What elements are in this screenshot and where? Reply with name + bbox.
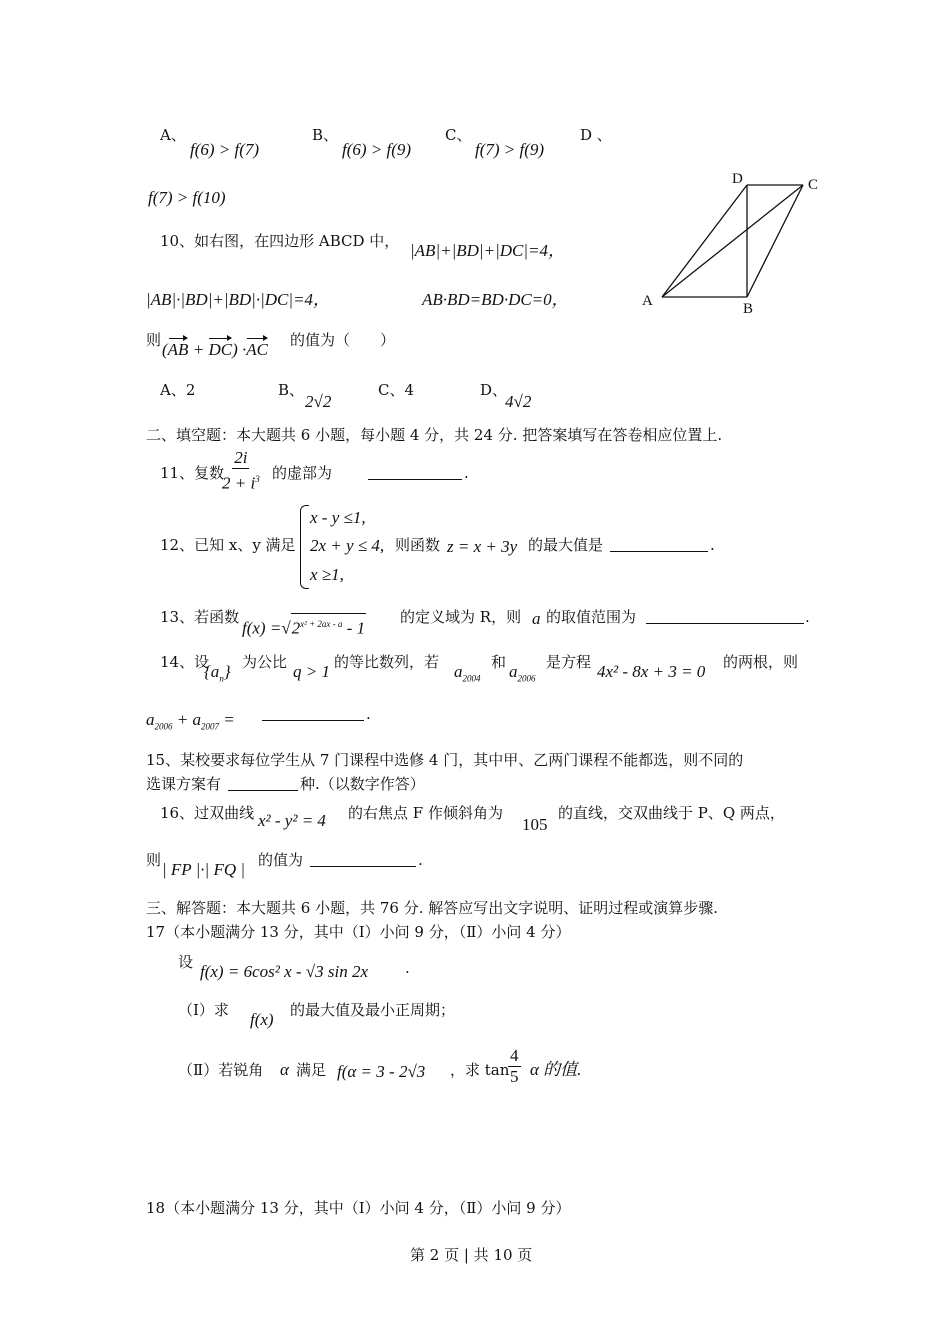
section2-heading: 二、填空题：本大题共 6 小题，每小题 4 分，共 24 分. 把答案填写在答卷相应位置上. [146, 426, 723, 444]
q16-angle: 105 [522, 815, 548, 834]
q13-prefix: 13、若函数 [160, 608, 240, 626]
q12-mid: 则函数 [395, 536, 441, 554]
q13-rad-base: 2 [291, 618, 301, 638]
q14-ratio: q > 1 [293, 662, 330, 681]
edge-ad [662, 185, 747, 297]
q15-line2a: 选课方案有 [146, 775, 222, 793]
q16-t3: 的值为 [258, 851, 304, 869]
q9-opt-c: f(7) > f(9) [475, 140, 545, 159]
q17-part2-alpha: α [280, 1060, 289, 1079]
section3-heading: 三、解答题：本大题共 6 小题，共 76 分. 解答应写出文字说明、证明过程或演算步骤. [146, 899, 719, 917]
q17-func-end: . [405, 959, 410, 977]
q17-set: 设 [178, 953, 194, 971]
q14-eq: 4x² - 8x + 3 = 0 [597, 662, 706, 681]
q12-func: z = x + 3y [447, 537, 518, 556]
q16-end: . [418, 851, 423, 869]
q9-opt-d: f(7) > f(10) [148, 188, 226, 207]
q16-ask: 则 [146, 851, 162, 869]
q11-fraction [220, 448, 262, 494]
q11-den-sup: 3 [255, 474, 260, 484]
q13-rad-exp: x² + 2ax - a [300, 619, 343, 629]
vertex-label-b: B [743, 301, 754, 315]
q14-end: . [366, 705, 371, 723]
q16-t1: 的右焦点 F 作倾斜角为 [348, 804, 503, 822]
q10-opt-c: C、4 [378, 381, 415, 399]
q16-prefix: 16、过双曲线 [160, 804, 255, 822]
q9-opt-b-label: B、 [312, 126, 339, 144]
q13-suffix: 的定义域为 R，则 [400, 608, 522, 626]
q13-end: . [805, 608, 810, 626]
vertex-label-a: A [642, 293, 653, 309]
q18-header: 18（本小题满分 13 分，其中（Ⅰ）小问 4 分，（Ⅱ）小问 9 分） [146, 1199, 571, 1217]
quadrilateral-figure [640, 165, 830, 315]
q17-frac-num: 4 [510, 1046, 519, 1065]
q9-opt-a-label: A、 [160, 126, 186, 144]
q10-intro: 10、如右图，在四边形 ABCD 中， [160, 232, 400, 250]
q13-suffix2: 的取值范围为 [546, 608, 637, 626]
q11-prefix: 11、复数 [160, 464, 225, 482]
q17-part2-frac [508, 1046, 521, 1087]
diagonal-ac [662, 185, 803, 297]
q12-line1: x - y ≤1, [310, 508, 366, 527]
q17-part1-prefix: （Ⅰ）求 [178, 1001, 229, 1019]
q10-cond1: |AB|+|BD|+|DC|=4， [410, 241, 566, 260]
q15-line2b: 种.（以数字作答） [300, 775, 425, 793]
q13-func: $f(x) =√2^{x^2 + 2ax - a} - 1$ [242, 613, 366, 639]
q16-answer-blank [310, 852, 416, 867]
q12-end: . [710, 536, 715, 554]
q17-part1-suffix: 的最大值及最小正周期； [290, 1001, 456, 1019]
q10-cond3: AB·BD=BD·DC=0， [422, 290, 569, 309]
q16-expr: | FP |·| FQ | [162, 860, 246, 879]
q14-t1: 为公比 [242, 653, 288, 671]
q17-part1-func: f(x) [250, 1010, 274, 1029]
q17-part2-prefix: （Ⅱ）若锐角 [178, 1061, 264, 1079]
q12-suffix: 的最大值是 [528, 536, 604, 554]
q14-t2: 的等比数列，若 [334, 653, 440, 671]
q14-a2006: $a_{2006}$ [509, 662, 536, 684]
q17-part2-ask: ，求 tan [450, 1061, 510, 1079]
q9-opt-c-label: C、 [445, 126, 472, 144]
q9-opt-b: f(6) > f(9) [342, 140, 412, 159]
q13-var: a [532, 609, 541, 628]
q14-t3: 和 [491, 653, 507, 671]
q14-prefix: 14、设 [160, 653, 210, 671]
q14-t4: 是方程 [546, 653, 592, 671]
q9-opt-d-label: D 、 [580, 126, 612, 144]
q13-func-lhs: f(x) = [242, 618, 282, 638]
q10-ask-expr: (AB + DC) ·AC [162, 340, 268, 359]
q16-curve: x² - y² = 4 [258, 811, 326, 830]
q10-cond2: |AB|·|BD|+|BD|·|DC|=4， [146, 290, 331, 309]
q13-rad-tail: - 1 [342, 618, 366, 638]
q10-ask-suffix: 的值为（ ） [290, 331, 396, 349]
q16-t2: 的直线，交双曲线于 P、Q 两点， [558, 804, 785, 822]
q10-opt-d: 4√2 [505, 392, 532, 411]
edge-cb [747, 185, 803, 297]
q14-t5: 的两根，则 [723, 653, 799, 671]
q12-brace [300, 505, 309, 589]
q14-seq: $\{a_n\}$ [204, 662, 231, 684]
q10-ask-prefix: 则 [146, 331, 162, 349]
q12-line2: 2x + y ≤ 4, [310, 536, 385, 555]
q10-opt-b: 2√2 [305, 392, 332, 411]
q15-answer-blank [228, 776, 298, 791]
q11-num: 2i [234, 448, 248, 467]
q10-opt-a: A、2 [160, 381, 196, 399]
q15-line1: 15、某校要求每位学生从 7 门课程中选修 4 门，其中甲、乙两门课程不能都选，则不同的 [146, 751, 744, 769]
page-footer: 第 2 页 | 共 10 页 [410, 1246, 533, 1264]
q10-opt-b-label: B、 [278, 381, 305, 399]
q12-answer-blank [610, 537, 708, 552]
q17-frac-den: 5 [510, 1067, 519, 1086]
q17-part2-mid: 满足 [296, 1061, 327, 1079]
q17-part2-end: α 的值. [530, 1060, 582, 1079]
q11-den: 2 + i [222, 473, 256, 493]
q9-opt-a: f(6) > f(7) [190, 140, 260, 159]
q11-end: . [464, 464, 469, 482]
q13-answer-blank [646, 609, 804, 624]
q17-header: 17（本小题满分 13 分，其中（Ⅰ）小问 9 分，（Ⅱ）小问 4 分） [146, 923, 571, 941]
vertex-label-d: D [732, 171, 743, 187]
q11-suffix: 的虚部为 [272, 464, 333, 482]
q12-prefix: 12、已知 x、y 满足 [160, 536, 296, 554]
q10-opt-d-label: D、 [480, 381, 508, 399]
q14-answer-blank [262, 706, 364, 721]
q14-a2004: $a_{2004}$ [454, 662, 481, 684]
q11-answer-blank [368, 465, 462, 480]
q17-func: f(x) = 6cos² x - √3 sin 2x [200, 962, 368, 981]
q12-line3: x ≥1, [310, 565, 344, 584]
q14-sum: $a_{2006} + a_{2007}$ = [146, 710, 235, 732]
vertex-label-c: C [808, 177, 819, 193]
q17-part2-cond: f(α = 3 - 2√3 [337, 1062, 426, 1081]
